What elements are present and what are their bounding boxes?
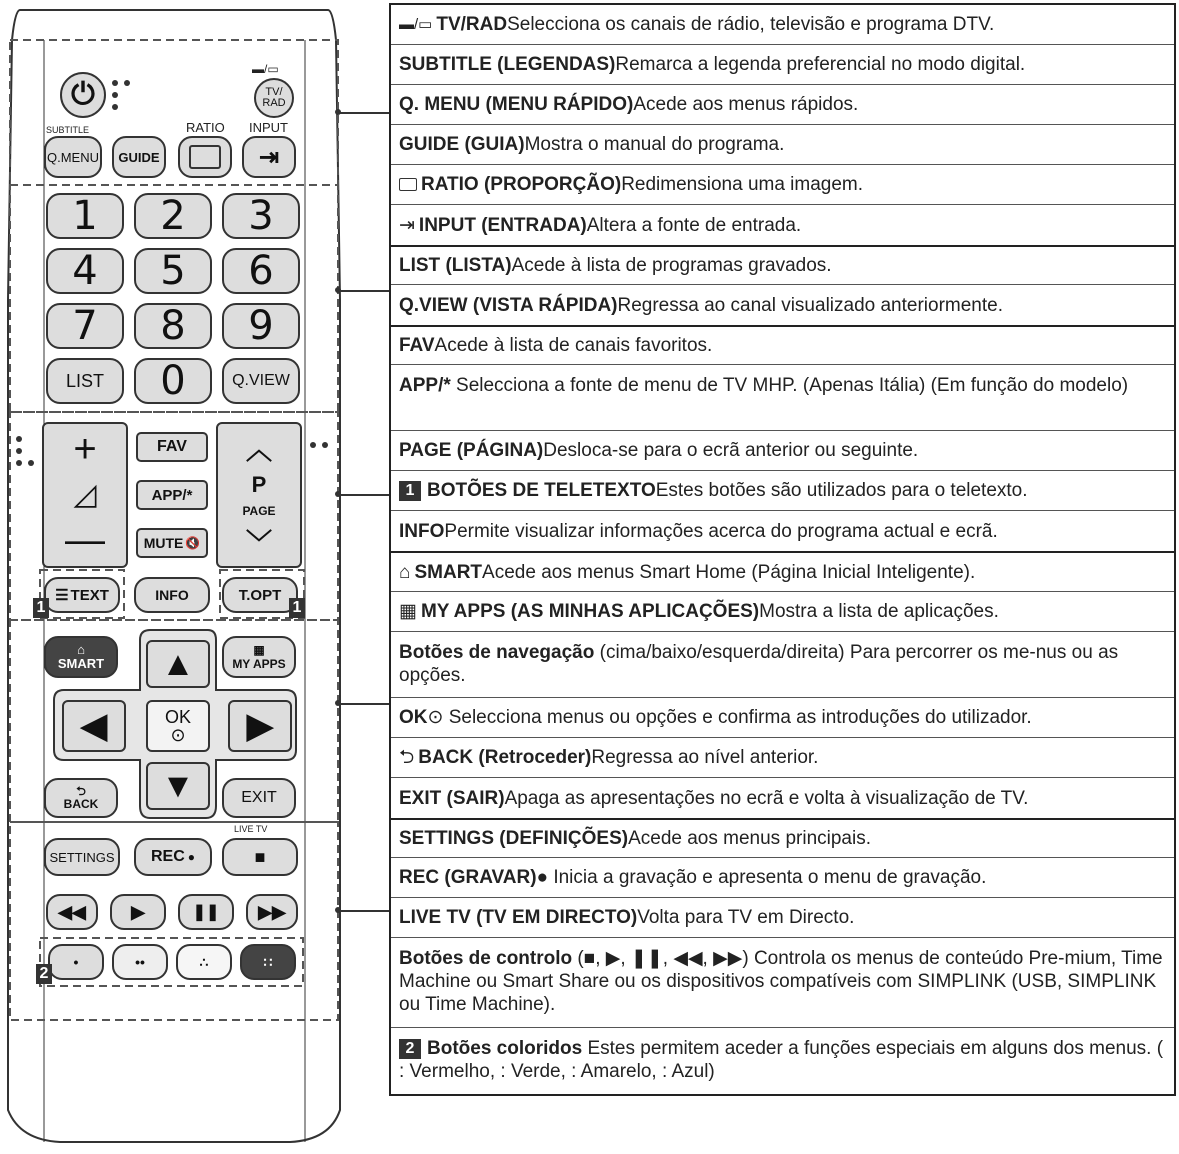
rec-label: REC: [150, 848, 185, 865]
record-dot-icon: ●: [187, 850, 196, 864]
desc-term: REC (GRAVAR): [399, 867, 537, 888]
ratio-icon: [399, 178, 417, 191]
tv-rad-icon: ▬/▭: [252, 62, 279, 76]
back-button[interactable]: [44, 778, 118, 818]
desc-term: INPUT (ENTRADA): [418, 214, 587, 236]
number-9-button[interactable]: 9: [222, 303, 300, 349]
description-table: [389, 3, 1176, 1096]
desc-text: Permite visualizar informações acerca do programa actual e ecrã.: [444, 520, 998, 542]
desc-term: Botões de navegação: [399, 642, 595, 663]
desc-term: LIST (LISTA): [399, 255, 512, 276]
fast-forward-button[interactable]: [246, 894, 298, 930]
smart-label: SMART: [57, 656, 105, 671]
desc-row: [391, 698, 1174, 738]
input-button[interactable]: [242, 136, 296, 178]
channel-rocker[interactable]: [216, 422, 302, 568]
exit-button[interactable]: EXIT: [222, 778, 296, 818]
teletext-badge: 1: [289, 598, 305, 618]
desc-text: (cima/baixo/esquerda/direita) Para percorrer os me-nus ou as opções.: [399, 642, 1119, 686]
power-button[interactable]: [60, 72, 106, 118]
braille-dot: [16, 460, 22, 466]
remote-control: [0, 0, 345, 1154]
desc-text: Estes botões são utilizados para o teletexto.: [655, 480, 1028, 501]
desc-row: [391, 592, 1174, 632]
desc-text: Altera a fonte de entrada.: [586, 214, 802, 236]
desc-text: Selecciona a fonte de menu de TV MHP. (Apenas Itália) (Em função do modelo): [450, 375, 1129, 396]
number-2-button[interactable]: 2: [134, 193, 212, 239]
desc-text: Regressa ao nível anterior.: [591, 747, 819, 768]
desc-row: [391, 553, 1174, 592]
ok-button[interactable]: [146, 700, 210, 752]
ratio-label: RATIO: [186, 120, 225, 135]
number-7-button[interactable]: 7: [46, 303, 124, 349]
ratio-button[interactable]: [178, 136, 232, 178]
desc-text: Remarca a legenda preferencial no modo digital.: [615, 54, 1026, 75]
nav-up-button[interactable]: [146, 640, 210, 688]
desc-row: [391, 205, 1174, 245]
connector-line: [338, 703, 389, 705]
braille-dot: [322, 442, 328, 448]
group-top-buttons: [389, 3, 1176, 245]
smart-button[interactable]: [44, 636, 118, 678]
desc-row: [391, 738, 1174, 778]
desc-text: ⊙ Selecciona menus ou opções e confirma as introduções do utilizador.: [427, 707, 1032, 728]
info-button[interactable]: INFO: [134, 577, 210, 613]
teletext-badge: 1: [399, 481, 421, 501]
desc-text: Redimensiona uma imagem.: [621, 174, 864, 195]
topt-button[interactable]: T.OPT: [222, 577, 298, 613]
desc-term: Botões coloridos: [427, 1038, 583, 1059]
volume-rocker[interactable]: [42, 422, 128, 568]
desc-text: ● Inicia a gravação e apresenta o menu de gravação.: [536, 867, 987, 888]
desc-term: GUIDE (GUIA): [399, 134, 525, 155]
desc-term: TV/RAD: [436, 14, 508, 35]
desc-text: Acede aos menus principais.: [628, 828, 871, 849]
back-label: BACK: [63, 797, 99, 811]
subtitle-label: SUBTITLE: [46, 125, 90, 135]
tv-rad-button[interactable]: TV/ RAD: [254, 78, 294, 118]
chevron-up-icon: ︿: [245, 435, 272, 465]
braille-dot: [16, 436, 22, 442]
live-tv-button[interactable]: [222, 838, 298, 876]
desc-term: RATIO (PROPORÇÃO): [421, 174, 622, 195]
back-arrow-icon: ⮌: [76, 784, 86, 798]
qmenu-button[interactable]: Q.MENU: [44, 136, 102, 178]
one-dot-icon: •: [73, 954, 79, 970]
pause-button[interactable]: [178, 894, 234, 930]
volume-down-icon: —: [65, 518, 105, 563]
number-6-button[interactable]: 6: [222, 248, 300, 294]
desc-text: Regressa ao canal visualizado anteriormente.: [617, 294, 1003, 316]
teletext-badge: 1: [33, 598, 49, 618]
desc-row: [391, 858, 1174, 898]
arrow-left-icon: ◀: [80, 707, 108, 745]
apps-grid-icon: ▦: [399, 601, 417, 622]
braille-dot: [28, 460, 34, 466]
braille-dot: [124, 80, 130, 86]
two-dots-icon: ••: [135, 954, 145, 970]
desc-row: [391, 938, 1174, 1028]
red-button[interactable]: [48, 944, 104, 980]
input-icon: ⇥: [258, 143, 280, 171]
desc-row: [391, 820, 1174, 858]
four-dots-icon: ∷: [263, 953, 273, 970]
desc-row: [391, 285, 1174, 325]
ok-label: OK: [164, 707, 191, 727]
group-number-buttons: [389, 245, 1176, 325]
app-button[interactable]: APP/*: [136, 480, 208, 510]
desc-term: APP/*: [399, 375, 451, 396]
text-button[interactable]: [44, 577, 120, 613]
desc-term: LIVE TV (TV EM DIRECTO): [399, 907, 638, 928]
desc-text: Acede à lista de programas gravados.: [511, 255, 832, 276]
desc-row: [391, 165, 1174, 205]
arrow-right-icon: ▶: [246, 707, 274, 745]
desc-text: Acede aos menus Smart Home (Página Inicial Inteligente).: [482, 561, 976, 583]
three-dots-icon: ∴: [199, 953, 209, 970]
connector-dot: [335, 109, 341, 115]
connector-line: [338, 494, 389, 496]
number-5-button[interactable]: 5: [134, 248, 212, 294]
desc-row: [391, 125, 1174, 165]
desc-text: Acede aos menus rápidos.: [633, 94, 859, 115]
braille-dot: [112, 104, 118, 110]
connector-line: [338, 112, 389, 114]
desc-row: [391, 632, 1174, 698]
arrow-up-icon: ▲: [161, 644, 195, 683]
connector-dot: [335, 491, 341, 497]
braille-dot: [112, 92, 118, 98]
desc-term: MY APPS (AS MINHAS APLICAÇÕES): [420, 601, 760, 622]
mute-label: MUTE: [143, 535, 184, 551]
my-apps-label: MY APPS: [232, 657, 286, 671]
desc-term: BACK (Retroceder): [418, 747, 592, 768]
desc-row: [391, 247, 1174, 285]
play-button[interactable]: [110, 894, 166, 930]
color-badge: 2: [399, 1039, 421, 1059]
desc-term: Q. MENU (MENU RÁPIDO): [399, 94, 634, 115]
desc-term: SUBTITLE (LEGENDAS): [399, 54, 616, 75]
connector-line: [338, 290, 389, 292]
desc-term: Q.VIEW (VISTA RÁPIDA): [399, 294, 618, 316]
arrow-down-icon: ▼: [161, 766, 195, 805]
braille-dot: [112, 80, 118, 86]
desc-row: [391, 327, 1174, 365]
connector-dot: [335, 700, 341, 706]
nav-right-button[interactable]: [228, 700, 292, 752]
qview-button[interactable]: Q.VIEW: [222, 358, 300, 404]
ratio-icon: [189, 145, 221, 169]
text-label: TEXT: [70, 586, 109, 604]
desc-term: BOTÕES DE TELETEXTO: [427, 480, 656, 501]
fast-forward-icon: ▶▶: [258, 901, 286, 922]
rewind-button[interactable]: [46, 894, 98, 930]
page-p-label: P: [251, 472, 267, 498]
nav-down-button[interactable]: [146, 762, 210, 810]
desc-text: Apaga as apresentações no ecrã e volta à visualização de TV.: [504, 787, 1029, 809]
live-tv-label: LIVE TV: [234, 824, 268, 834]
group-navigation-buttons: [389, 551, 1176, 818]
input-icon: ⇥: [399, 214, 415, 236]
desc-term: Botões de controlo: [399, 948, 573, 969]
number-1-button[interactable]: 1: [46, 193, 124, 239]
blue-button[interactable]: [240, 944, 296, 980]
teletext-icon: ☰: [55, 587, 69, 604]
home-icon: ⌂: [399, 561, 411, 583]
desc-row: [391, 511, 1174, 551]
desc-term: SMART: [414, 561, 483, 583]
number-3-button[interactable]: 3: [222, 193, 300, 239]
back-arrow-icon: ⮌: [399, 747, 415, 768]
guide-button[interactable]: GUIDE: [112, 136, 166, 178]
connector-line: [338, 910, 389, 912]
my-apps-button[interactable]: [222, 636, 296, 678]
connector-dot: [335, 287, 341, 293]
green-button[interactable]: [112, 944, 168, 980]
desc-text: Acede à lista de canais favoritos.: [434, 335, 713, 356]
ok-circle-icon: ⊙: [170, 725, 186, 745]
input-label: INPUT: [249, 120, 288, 135]
list-button[interactable]: LIST: [46, 358, 124, 404]
number-0-button[interactable]: 0: [134, 358, 212, 404]
desc-term: OK: [399, 707, 428, 728]
desc-row: [391, 5, 1174, 45]
yellow-button[interactable]: [176, 944, 232, 980]
stop-icon: ■: [254, 846, 266, 867]
power-icon: ⏻: [71, 78, 95, 111]
desc-term: PAGE (PÁGINA): [399, 440, 544, 461]
braille-dot: [16, 448, 22, 454]
desc-term: INFO: [399, 520, 445, 542]
desc-term: EXIT (SAIR): [399, 787, 505, 809]
mute-icon: 🔇: [185, 536, 201, 550]
desc-row: [391, 1028, 1174, 1094]
tv-rad-icon: ▬/▭: [399, 16, 433, 33]
home-icon: ⌂: [77, 642, 85, 657]
desc-row: [391, 431, 1174, 471]
settings-button[interactable]: SETTINGS: [44, 838, 120, 876]
connector-dot: [335, 907, 341, 913]
group-playback-buttons: [389, 818, 1176, 1096]
pause-icon: ❚❚: [192, 904, 220, 921]
desc-text: Mostra o manual do programa.: [524, 134, 785, 155]
number-4-button[interactable]: 4: [46, 248, 124, 294]
desc-row: [391, 898, 1174, 938]
color-badge: 2: [36, 964, 52, 984]
desc-text: Selecciona os canais de rádio, televisão e programa DTV.: [507, 14, 995, 35]
desc-row: [391, 85, 1174, 125]
number-8-button[interactable]: 8: [134, 303, 212, 349]
desc-row: [391, 45, 1174, 85]
desc-term: SETTINGS (DEFINIÇÕES): [399, 828, 629, 849]
desc-text: Mostra a lista de aplicações.: [759, 601, 999, 622]
desc-row: [391, 471, 1174, 511]
page-label: PAGE: [242, 503, 276, 518]
group-volume-buttons: [389, 325, 1176, 551]
chevron-down-icon: ﹀: [245, 527, 272, 558]
play-icon: ▶: [131, 901, 145, 922]
desc-text: Desloca-se para o ecrã anterior ou seguinte.: [543, 440, 919, 461]
volume-up-icon: +: [73, 426, 97, 471]
rewind-icon: ◀◀: [58, 901, 86, 922]
fav-button[interactable]: FAV: [136, 432, 208, 462]
rec-button[interactable]: [134, 838, 212, 876]
desc-text: Estes permitem aceder a funções especiais em alguns dos menus. ( : Vermelho, : Verde, : Amarelo, : Azul): [399, 1038, 1164, 1082]
braille-dot: [310, 442, 316, 448]
desc-row: [391, 365, 1174, 431]
nav-left-button[interactable]: [62, 700, 126, 752]
mute-button[interactable]: [136, 528, 208, 558]
desc-text: (■, ▶, ❚❚, ◀◀, ▶▶) Controla os menus de conteúdo Pre-mium, Time Machine ou Smart Share ou os dispositivos compatíveis com SIMPLINK (USB, SIMPLINK ou Time Machine).: [399, 948, 1163, 1015]
desc-row: [391, 778, 1174, 818]
desc-text: Volta para TV em Directo.: [637, 907, 855, 928]
apps-grid-icon: ▦: [253, 643, 265, 657]
volume-icon: ◿: [73, 478, 97, 512]
desc-term: FAV: [399, 335, 435, 356]
